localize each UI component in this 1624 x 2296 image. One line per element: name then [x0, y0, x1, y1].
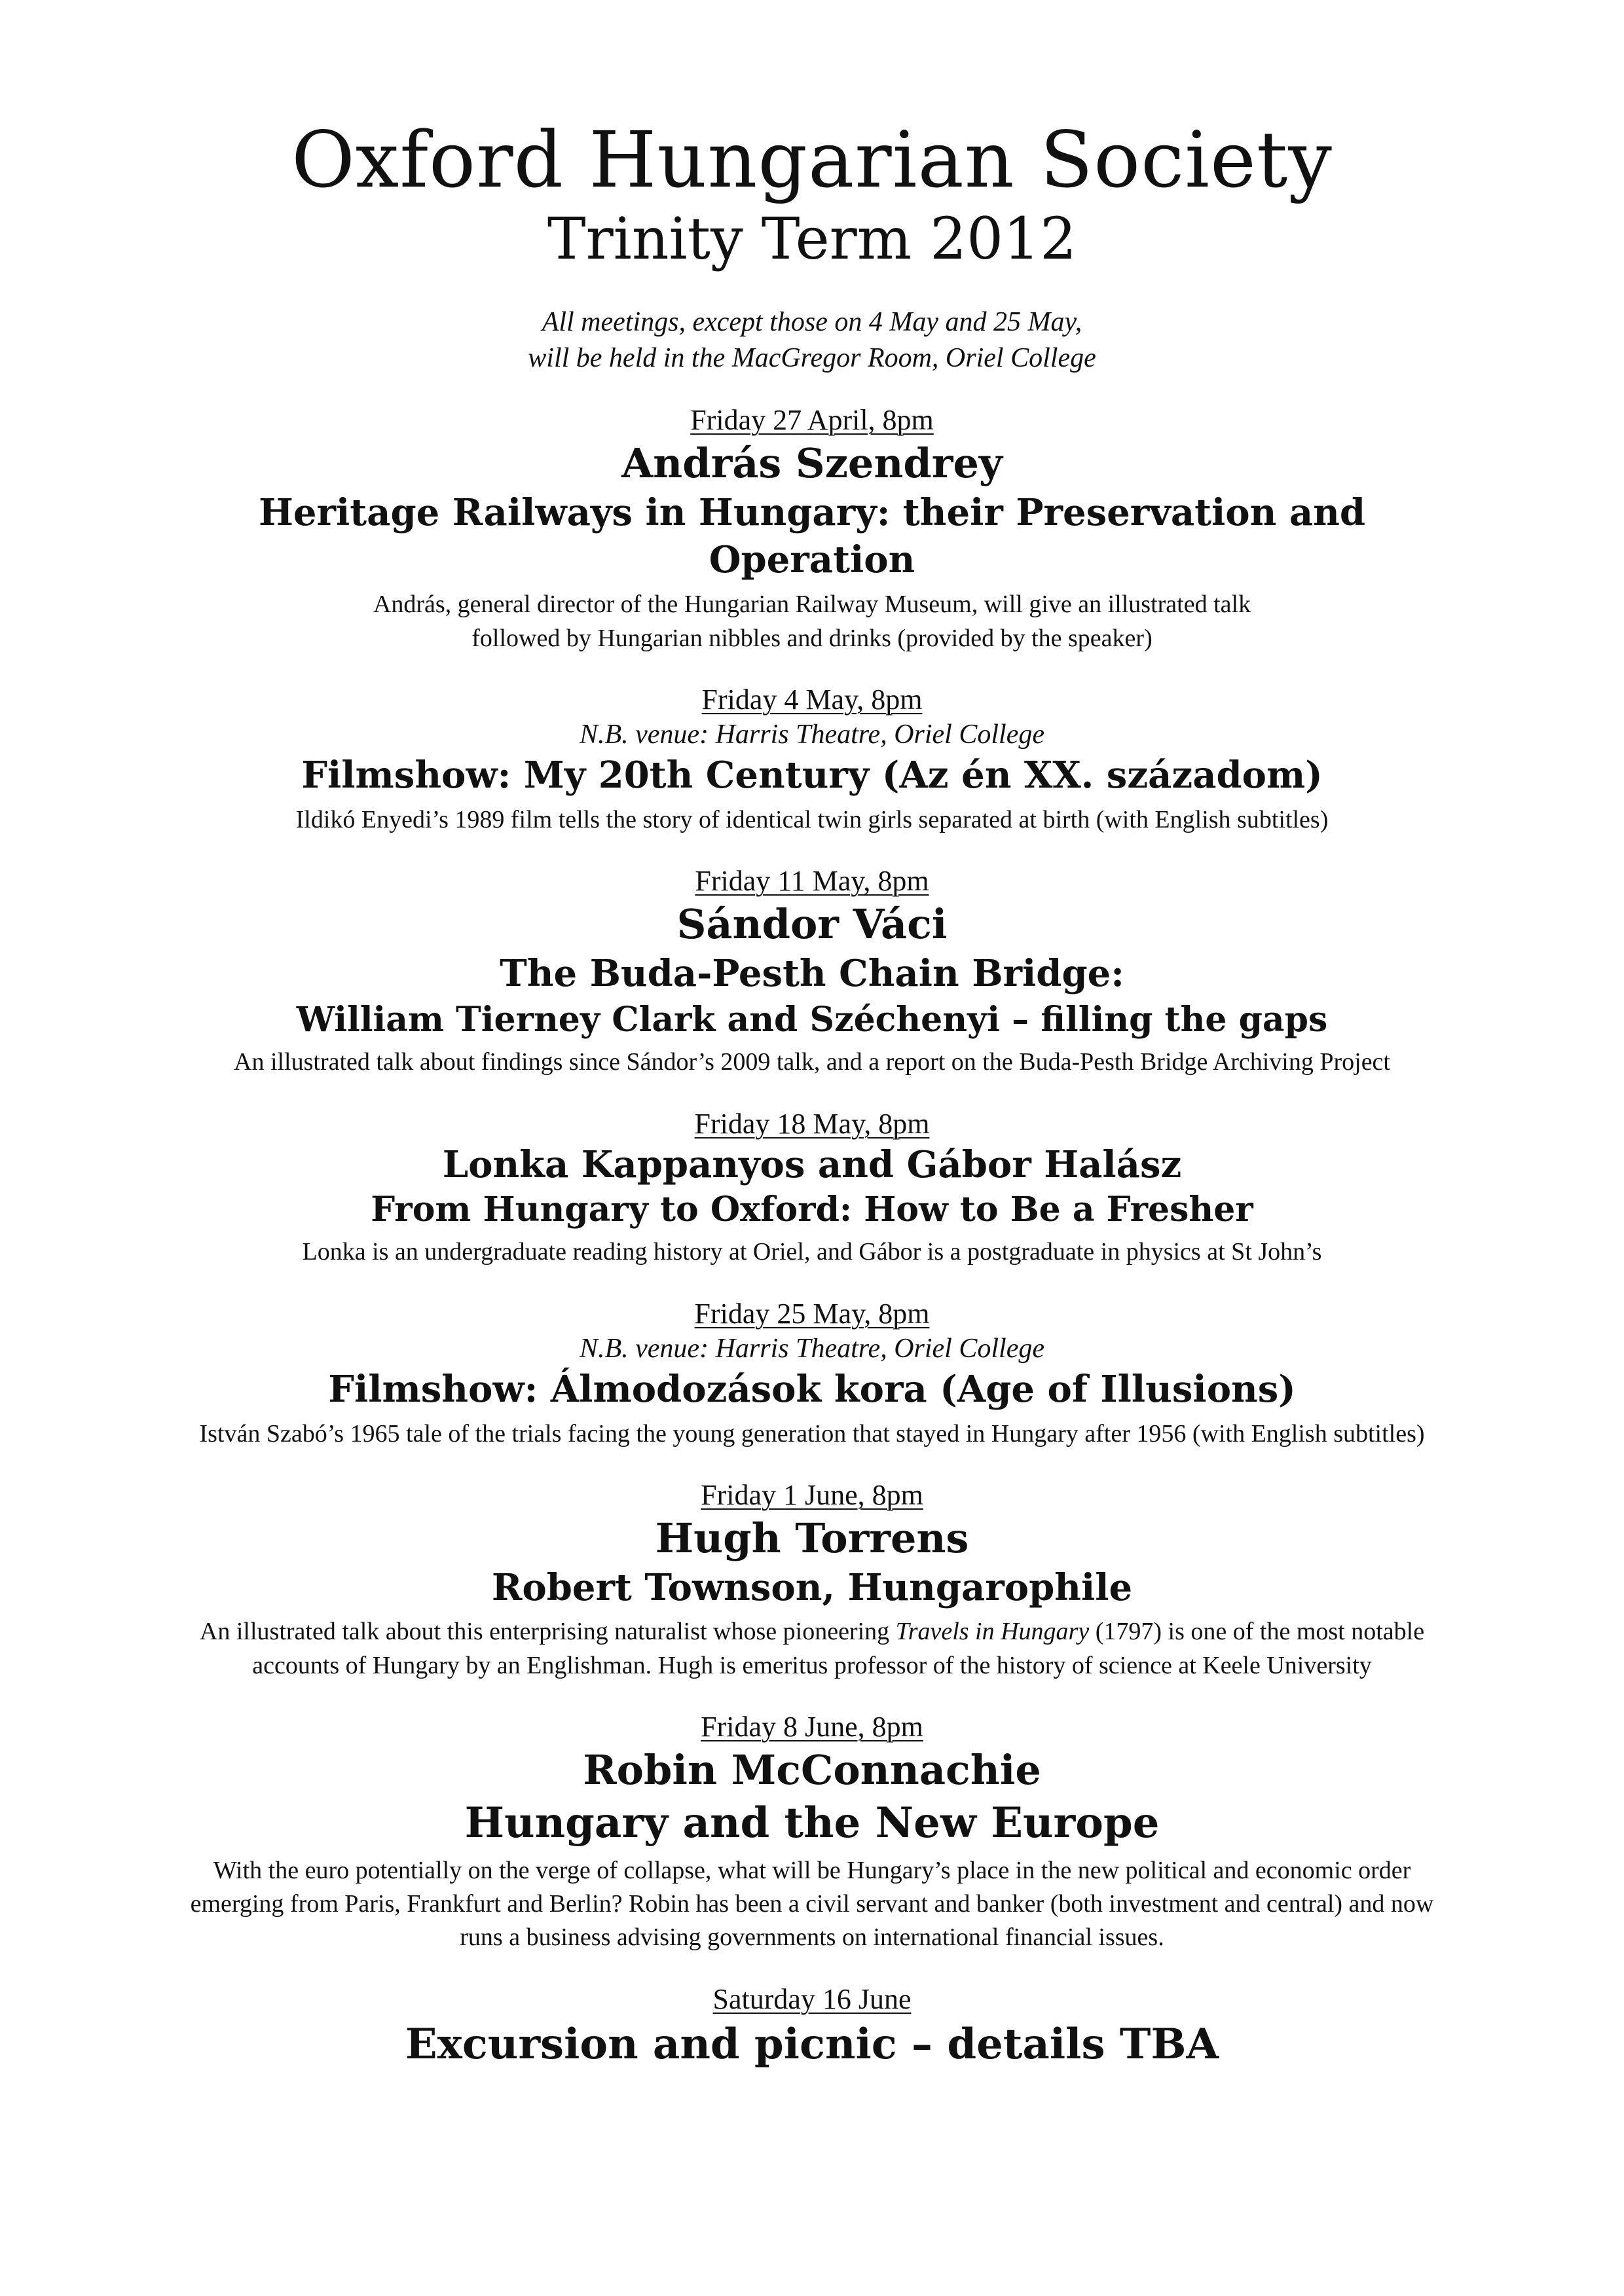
event-27-april	[151, 402, 1473, 655]
event-description-line-1: An illustrated talk about findings since Sándor’s 2009 talk, and a report on the Buda-Pesth Bridge Archiving Project	[234, 1048, 1390, 1076]
event-venue-note: N.B. venue: Harris Theatre, Oriel College	[579, 719, 1044, 750]
event-talk-title: Filmshow: Álmodozások kora (Age of Illusions)	[328, 1368, 1296, 1412]
event-speaker: Robin McConnachie	[583, 1746, 1041, 1795]
event-date: Friday 4 May, 8pm	[701, 683, 923, 716]
venue-note-line-1: All meetings, except those on 4 May and 25 May,	[542, 306, 1082, 337]
event-talk-title: Filmshow: My 20th Century (Az én XX. századom)	[301, 754, 1323, 797]
event-date: Friday 18 May, 8pm	[694, 1107, 930, 1140]
event-speaker: Sándor Váci	[676, 900, 948, 949]
event-description-line-1: István Szabó’s 1965 tale of the trials facing the young generation that stayed in Hungary after 1956 (with English subtitles)	[199, 1419, 1425, 1448]
venue-note	[151, 304, 1473, 376]
book-title: Travels in Hungary	[895, 1618, 1090, 1646]
event-8-june	[151, 1709, 1473, 1955]
event-25-may	[151, 1296, 1473, 1451]
event-11-may	[151, 863, 1473, 1079]
event-date: Friday 25 May, 8pm	[694, 1297, 930, 1330]
term-subtitle: Trinity Term 2012	[547, 204, 1077, 272]
event-1-june	[151, 1477, 1473, 1683]
event-speaker: Hugh Torrens	[655, 1514, 969, 1563]
event-description-line-2: followed by Hungarian nibbles and drinks (provided by the speaker)	[471, 624, 1153, 652]
event-16-june	[151, 1981, 1473, 2071]
event-talk-title: Hungary and the New Europe	[464, 1798, 1160, 1848]
event-talk-title-line-2: William Tierney Clark and Széchenyi – filling the gaps	[296, 999, 1328, 1040]
venue-note-line-2: will be held in the MacGregor Room, Oriel College	[528, 342, 1096, 373]
event-talk-title: Robert Townson, Hungarophile	[491, 1565, 1133, 1609]
event-talk-title: Excursion and picnic – details TBA	[405, 2019, 1219, 2069]
description-text: An illustrated talk about this enterprising naturalist whose pioneering	[199, 1618, 896, 1646]
description-text: (1797) is one of the most notable	[1089, 1618, 1425, 1646]
event-speaker: Lonka Kappanyos and Gábor Halász	[442, 1142, 1182, 1186]
event-description-line-2: accounts of Hungary by an Englishman. Hugh is emeritus professor of the history of science at Keele University	[252, 1651, 1372, 1679]
event-description-line-1: Ildikó Enyedi’s 1989 film tells the story of identical twin girls separated at birth (with English subtitles)	[295, 806, 1329, 834]
event-date: Friday 1 June, 8pm	[701, 1479, 923, 1512]
event-18-may	[151, 1106, 1473, 1269]
event-venue-note: N.B. venue: Harris Theatre, Oriel College	[579, 1333, 1044, 1364]
event-date: Saturday 16 June	[712, 1982, 912, 2015]
event-speaker: András Szendrey	[621, 439, 1003, 488]
event-talk-title: From Hungary to Oxford: How to Be a Fresher	[371, 1189, 1253, 1230]
event-talk-title: Heritage Railways in Hungary: their Preservation and Operation	[258, 490, 1365, 582]
event-date: Friday 27 April, 8pm	[690, 404, 934, 437]
event-description-line-3: runs a business advising governments on international financial issues.	[460, 1923, 1164, 1952]
event-description-line-1: András, general director of the Hungarian Railway Museum, will give an illustrated talk	[373, 591, 1251, 619]
event-description-line-2: emerging from Paris, Frankfurt and Berlin? Robin has been a civil servant and banker (both investment and central) and now	[190, 1890, 1434, 1918]
event-description-line-1: With the euro potentially on the verge of collapse, what will be Hungary’s place in the new political and economic order	[213, 1856, 1411, 1884]
event-4-may	[151, 682, 1473, 837]
society-title: Oxford Hungarian Society	[291, 115, 1333, 205]
event-description-line-1: Lonka is an undergraduate reading history at Oriel, and Gábor is a postgraduate in physics at St John’s	[302, 1238, 1322, 1266]
event-talk-title-line-1: The Buda-Pesth Chain Bridge:	[500, 951, 1124, 995]
event-date: Friday 8 June, 8pm	[701, 1711, 923, 1743]
event-date: Friday 11 May, 8pm	[695, 865, 929, 898]
event-description-line-1	[151, 1615, 1473, 1649]
